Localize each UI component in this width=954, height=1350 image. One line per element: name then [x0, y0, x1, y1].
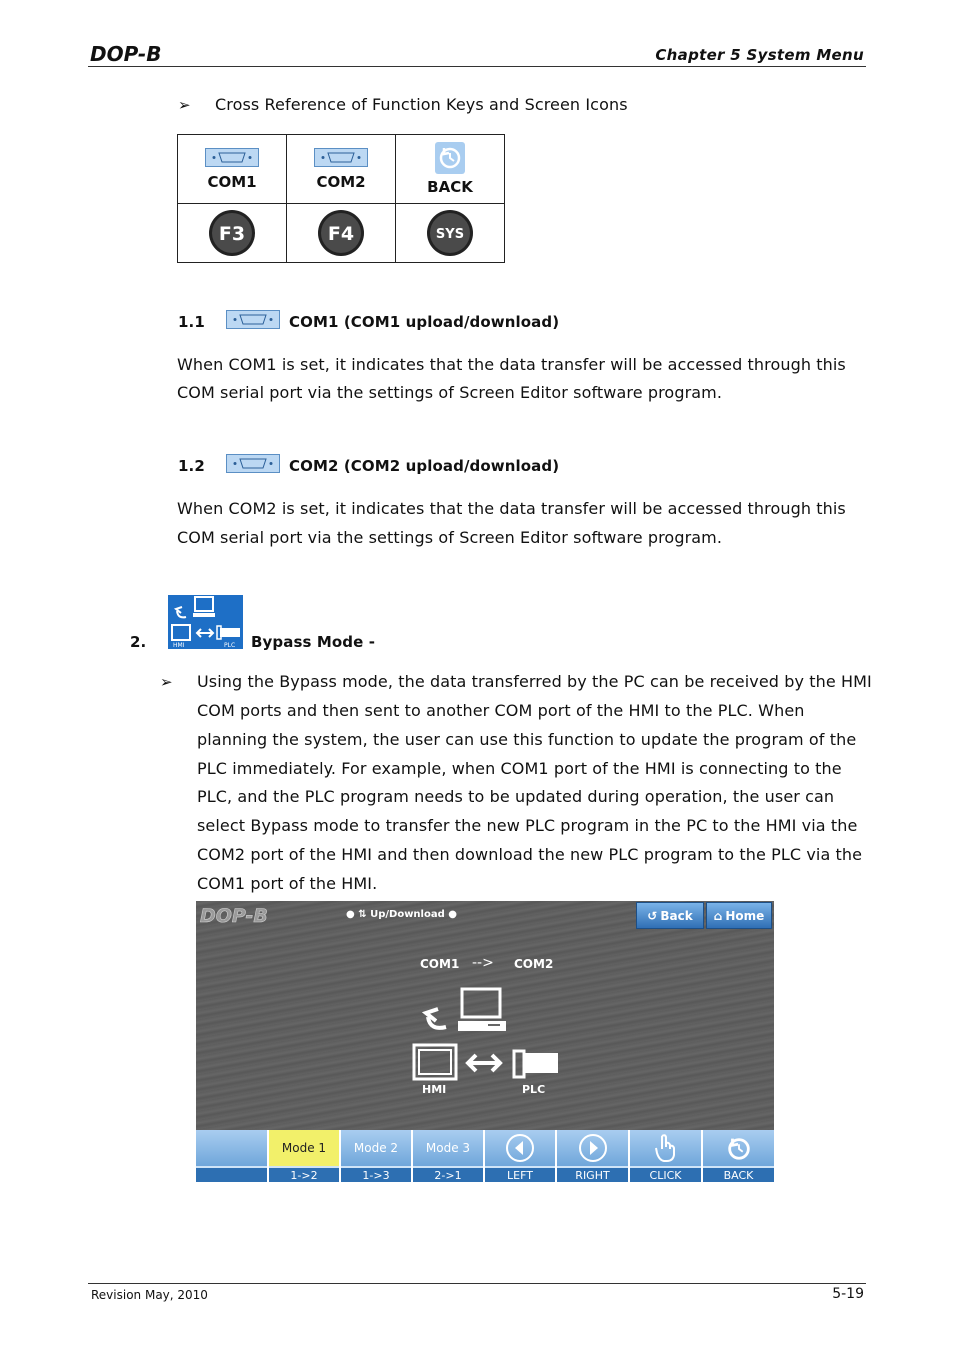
cell-sys-key [396, 204, 505, 263]
mode-3-label: Mode 3 [413, 1130, 483, 1166]
bypass-mode-screenshot [196, 901, 774, 1182]
screen-home-button[interactable]: ⌂ Home [706, 902, 772, 929]
page-number: 5-19 [832, 1286, 864, 1302]
toolbar-mode-1-button[interactable] [267, 1130, 339, 1182]
section-1-2-title: COM2 (COM2 upload/download) [289, 457, 560, 475]
left-label: LEFT [485, 1168, 555, 1182]
chapter-title: Chapter 5 System Menu [655, 46, 864, 64]
section-2-title: Bypass Mode - [251, 633, 376, 651]
back-icon [435, 142, 465, 174]
label-back: BACK [427, 178, 473, 196]
back-icon [725, 1134, 753, 1162]
com-port-icon [205, 148, 259, 167]
section-1-1-line-1: When COM1 is set, it indicates that the data transfer will be accessed through this [177, 355, 846, 374]
toolbar-blank [196, 1130, 267, 1182]
f3-key-icon [208, 209, 256, 257]
bypass-line-3: planning the system, the user can use this function to update the program of the [197, 730, 857, 749]
section-1-1-line-2: COM serial port via the settings of Screen Editor software program. [177, 383, 723, 402]
bypass-line-5: PLC, and the PLC program needs to be updated during operation, the user can [197, 787, 835, 806]
toolbar-left-button[interactable] [483, 1130, 555, 1182]
mode-1-sub: 1->2 [269, 1168, 339, 1182]
dop-b-logo [90, 42, 172, 66]
bypass-line-2: COM ports and then sent to another COM port of the HMI to the PLC. When [197, 701, 805, 720]
home-icon: ⌂ [713, 908, 723, 923]
right-arrow-icon [578, 1133, 608, 1163]
cross-reference-table [177, 134, 505, 263]
label-com2: COM2 [316, 172, 366, 191]
hand-pointer-icon [653, 1133, 679, 1163]
svg-text:PLC: PLC [224, 642, 236, 649]
section-1-2-line-2: COM serial port via the settings of Screen Editor software program. [177, 528, 723, 547]
back-label: BACK [703, 1168, 774, 1182]
bypass-line-1: Using the Bypass mode, the data transferred by the PC can be received by the HMI [197, 672, 872, 691]
svg-text:DOP-B: DOP-B [200, 905, 268, 927]
cell-com1 [178, 135, 287, 204]
cell-f4-key [287, 204, 396, 263]
toolbar-back-button[interactable] [701, 1130, 774, 1182]
mode-2-label: Mode 2 [341, 1130, 411, 1166]
svg-text:PLC: PLC [522, 1083, 546, 1096]
f4-key-icon [317, 209, 365, 257]
mode-3-sub: 2->1 [413, 1168, 483, 1182]
revision-text: Revision May, 2010 [91, 1288, 208, 1302]
bullet-arrow: ➢ [178, 96, 191, 114]
section-1-1-number: 1.1 [178, 313, 205, 331]
left-arrow-icon [505, 1133, 535, 1163]
com-arrow: --> [472, 955, 494, 971]
mode-2-sub: 1->3 [341, 1168, 411, 1182]
com2-port-icon [226, 454, 280, 473]
svg-text:DOP-B: DOP-B [90, 42, 162, 66]
right-label: RIGHT [557, 1168, 628, 1182]
back-icon: ↺ [647, 908, 658, 923]
cell-f3-key [178, 204, 287, 263]
section-2-number: 2. [130, 633, 147, 651]
screen-title: ● ⇅ Up/Download ● [346, 909, 457, 920]
mode-1-label: Mode 1 [269, 1130, 339, 1166]
bypass-line-8: COM1 port of the HMI. [197, 874, 378, 893]
bypass-line-4: PLC immediately. For example, when COM1 port of the HMI is connecting to the [197, 759, 842, 778]
svg-text:SYS: SYS [435, 227, 465, 242]
bypass-line-6: select Bypass mode to transfer the new PLC program in the PC to the HMI via the [197, 816, 858, 835]
svg-text:F4: F4 [327, 223, 355, 245]
screen-back-button[interactable]: ↺ Back [636, 902, 704, 929]
svg-text:HMI: HMI [422, 1083, 447, 1096]
bypass-mode-icon [168, 595, 243, 649]
toolbar-mode-2-button[interactable] [339, 1130, 411, 1182]
section-1-2-number: 1.2 [178, 457, 205, 475]
bypass-line-7: COM2 port of the HMI and then download the new PLC program to the PLC via the [197, 845, 863, 864]
section-1-1-title: COM1 (COM1 upload/download) [289, 313, 560, 331]
section-1-2-line-1: When COM2 is set, it indicates that the data transfer will be accessed through this [177, 499, 846, 518]
com-to: COM2 [514, 957, 554, 971]
sys-key-icon [426, 209, 474, 257]
cell-com2 [287, 135, 396, 204]
toolbar-mode-3-button[interactable] [411, 1130, 483, 1182]
svg-text:HMI: HMI [173, 642, 185, 649]
screen-logo [198, 903, 288, 927]
com-from: COM1 [420, 957, 460, 971]
label-com1: COM1 [207, 172, 257, 191]
header-rule [88, 66, 866, 67]
cell-back [396, 135, 505, 204]
svg-text:F3: F3 [218, 223, 246, 245]
footer-rule [88, 1283, 866, 1284]
toolbar-right-button[interactable] [555, 1130, 628, 1182]
updownload-icon: ⇅ [358, 909, 367, 920]
click-label: CLICK [630, 1168, 701, 1182]
intro-bullet-text: Cross Reference of Function Keys and Screen Icons [215, 95, 628, 114]
com1-port-icon [226, 310, 280, 329]
bypass-diagram [410, 987, 560, 1097]
com-port-icon [314, 148, 368, 167]
bullet-arrow: ➢ [160, 673, 173, 691]
toolbar-click-button[interactable] [628, 1130, 701, 1182]
